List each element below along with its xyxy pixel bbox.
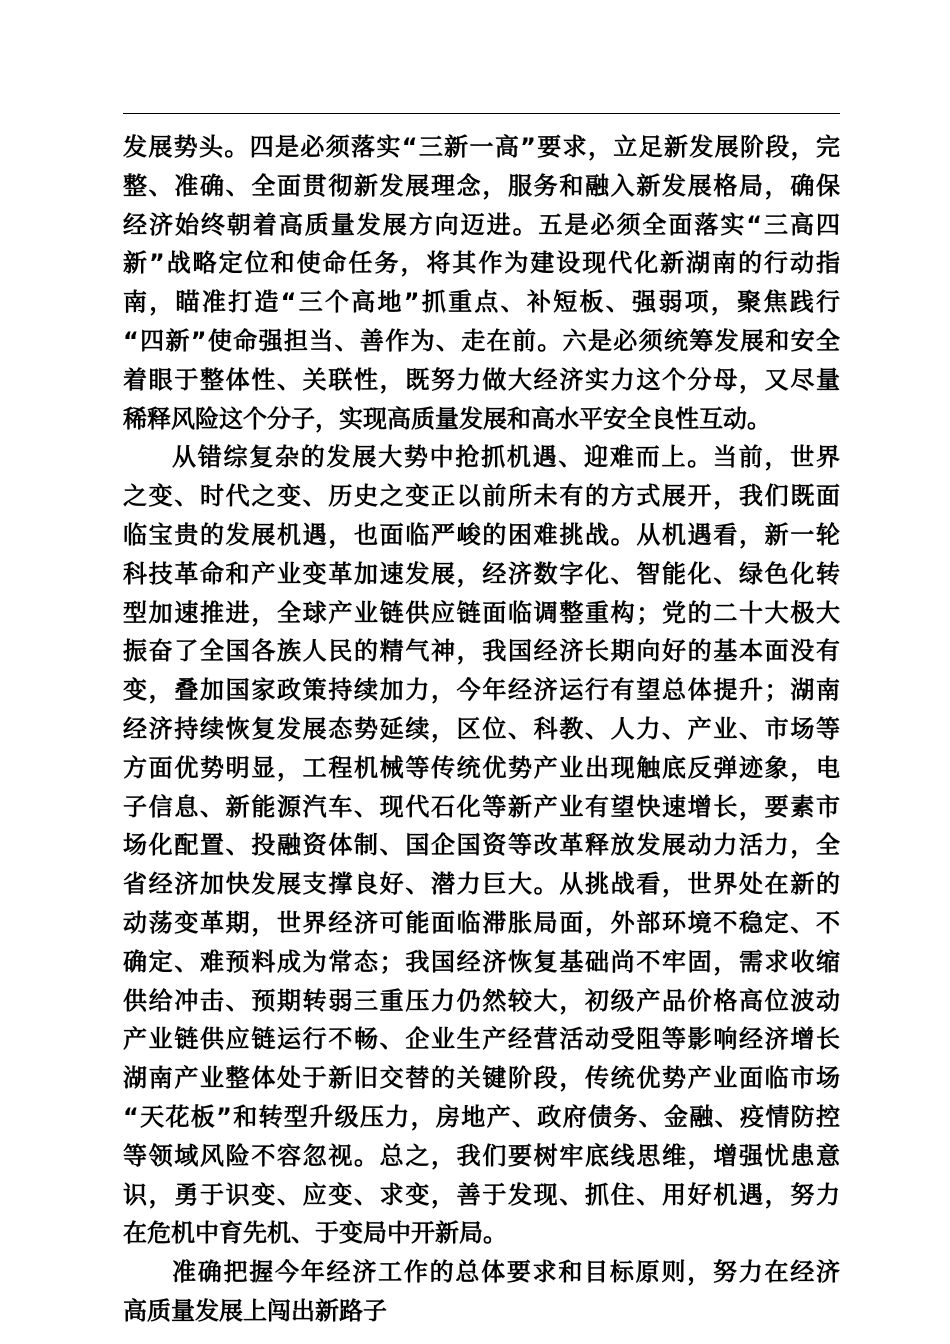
text-line: “天花板”和转型升级压力，房地产、政府债务、金融、疫情防控 — [123, 1102, 840, 1131]
text-line: 南，瞄准打造“三个高地”抓重点、补短板、强弱项，聚焦践行 — [123, 288, 840, 317]
text-line: 供给冲击、预期转弱三重压力仍然较大，初级产品价格高位波动 — [123, 986, 840, 1015]
text-line: 在危机中育先机、于变局中开新局。 — [123, 1219, 507, 1248]
text-line: 型加速推进，全球产业链供应链面临调整重构；党的二十大极大 — [123, 598, 840, 627]
text-line: 从错综复杂的发展大势中抢抓机遇、迎难而上。当前，世界 — [172, 443, 840, 472]
paragraph — [123, 1253, 840, 1331]
text-line: 准确把握今年经济工作的总体要求和目标原则，努力在经济 — [172, 1258, 840, 1287]
text-line: 等领域风险不容忽视。总之，我们要树牢底线思维，增强忧患意 — [123, 1141, 840, 1170]
text-line: 高质量发展上闯出新路子 — [123, 1296, 387, 1325]
paragraph — [123, 438, 840, 1253]
text-line: 动荡变革期，世界经济可能面临滞胀局面，外部环境不稳定、不 — [123, 908, 840, 937]
body-text — [123, 128, 840, 1331]
text-line: 临宝贵的发展机遇，也面临严峻的困难挑战。从机遇看，新一轮 — [123, 520, 840, 549]
text-line: 确定、难预料成为常态；我国经济恢复基础尚不牢固，需求收缩 — [123, 947, 840, 976]
text-line: 场化配置、投融资体制、国企国资等改革释放发展动力活力，全 — [123, 831, 840, 860]
text-line: 经济始终朝着高质量发展方向迈进。五是必须全面落实“三高四 — [123, 210, 840, 239]
text-line: 方面优势明显，工程机械等传统优势产业出现触底反弹迹象，电 — [123, 753, 840, 782]
text-line: 省经济加快发展支撑良好、潜力巨大。从挑战看，世界处在新的 — [123, 870, 840, 899]
text-line: 产业链供应链运行不畅、企业生产经营活动受阻等影响经济增长 — [123, 1025, 840, 1054]
text-line: 识，勇于识变、应变、求变，善于发现、抓住、用好机遇，努力 — [123, 1180, 840, 1209]
text-line: 子信息、新能源汽车、现代石化等新产业有望快速增长，要素市 — [123, 792, 840, 821]
paragraph — [123, 128, 840, 438]
text-line: 整、准确、全面贯彻新发展理念，服务和融入新发展格局，确保 — [123, 171, 840, 200]
text-line: 着眼于整体性、关联性，既努力做大经济实力这个分母，又尽量 — [123, 365, 840, 394]
text-line: 新”战略定位和使命任务，将其作为建设现代化新湖南的行动指 — [123, 249, 840, 278]
text-line: 之变、时代之变、历史之变正以前所未有的方式展开，我们既面 — [123, 482, 840, 511]
text-line: 湖南产业整体处于新旧交替的关键阶段，传统优势产业面临市场 — [123, 1064, 840, 1093]
text-line: 发展势头。四是必须落实“三新一高”要求，立足新发展阶段，完 — [123, 133, 840, 161]
header-rule — [123, 113, 840, 114]
text-line: 科技革命和产业变革加速发展，经济数字化、智能化、绿色化转 — [123, 559, 840, 588]
text-line: 变，叠加国家政策持续加力，今年经济运行有望总体提升；湖南 — [123, 676, 840, 705]
text-line: 稀释风险这个分子，实现高质量发展和高水平安全良性互动。 — [123, 404, 771, 433]
text-line: 经济持续恢复发展态势延续，区位、科教、人力、产业、市场等 — [123, 714, 840, 743]
text-line: “四新”使命强担当、善作为、走在前。六是必须统筹发展和安全 — [123, 326, 840, 355]
text-line: 振奋了全国各族人民的精气神，我国经济长期向好的基本面没有 — [123, 637, 840, 666]
